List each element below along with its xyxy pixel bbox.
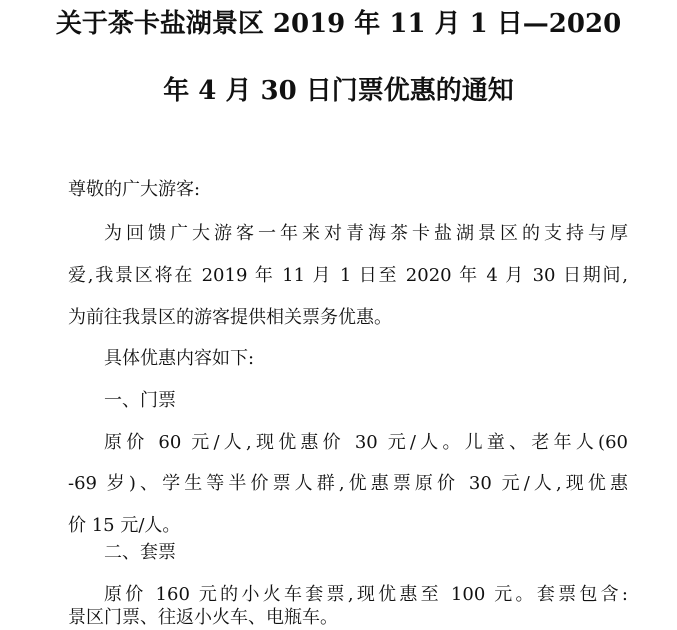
salutation: 尊敬的广大游客: (68, 179, 201, 200)
section-1-line-1: 原价 60 元/人,现优惠价 30 元/人。儿童、老年人(60 (104, 432, 628, 453)
section-2-line-1: 原价 160 元的小火车套票,现优惠至 100 元。套票包含: (104, 584, 628, 605)
section-1-line-2: -69 岁)、学生等半价票人群,优惠票原价 30 元/人,现优惠 (68, 473, 628, 494)
intro-line-2: 爱,我景区将在 2019 年 11 月 1 日至 2020 年 4 月 30 日期间, (68, 265, 628, 286)
notice-title-line-2: 年 4 月 30 日门票优惠的通知 (163, 76, 514, 106)
section-1-line-3: 价 15 元/人。 (68, 515, 181, 536)
intro-line-1: 为回馈广大游客一年来对青海茶卡盐湖景区的支持与厚 (104, 223, 628, 244)
intro-line-3: 为前往我景区的游客提供相关票务优惠。 (68, 307, 392, 328)
section-1-heading: 一、门票 (104, 390, 176, 411)
section-2-heading: 二、套票 (104, 542, 176, 563)
notice-title-line-1: 关于茶卡盐湖景区 2019 年 11 月 1 日—2020 (55, 9, 622, 39)
section-2-line-2: 景区门票、往返小火车、电瓶车。 (68, 607, 338, 628)
details-lead: 具体优惠内容如下: (104, 348, 255, 369)
